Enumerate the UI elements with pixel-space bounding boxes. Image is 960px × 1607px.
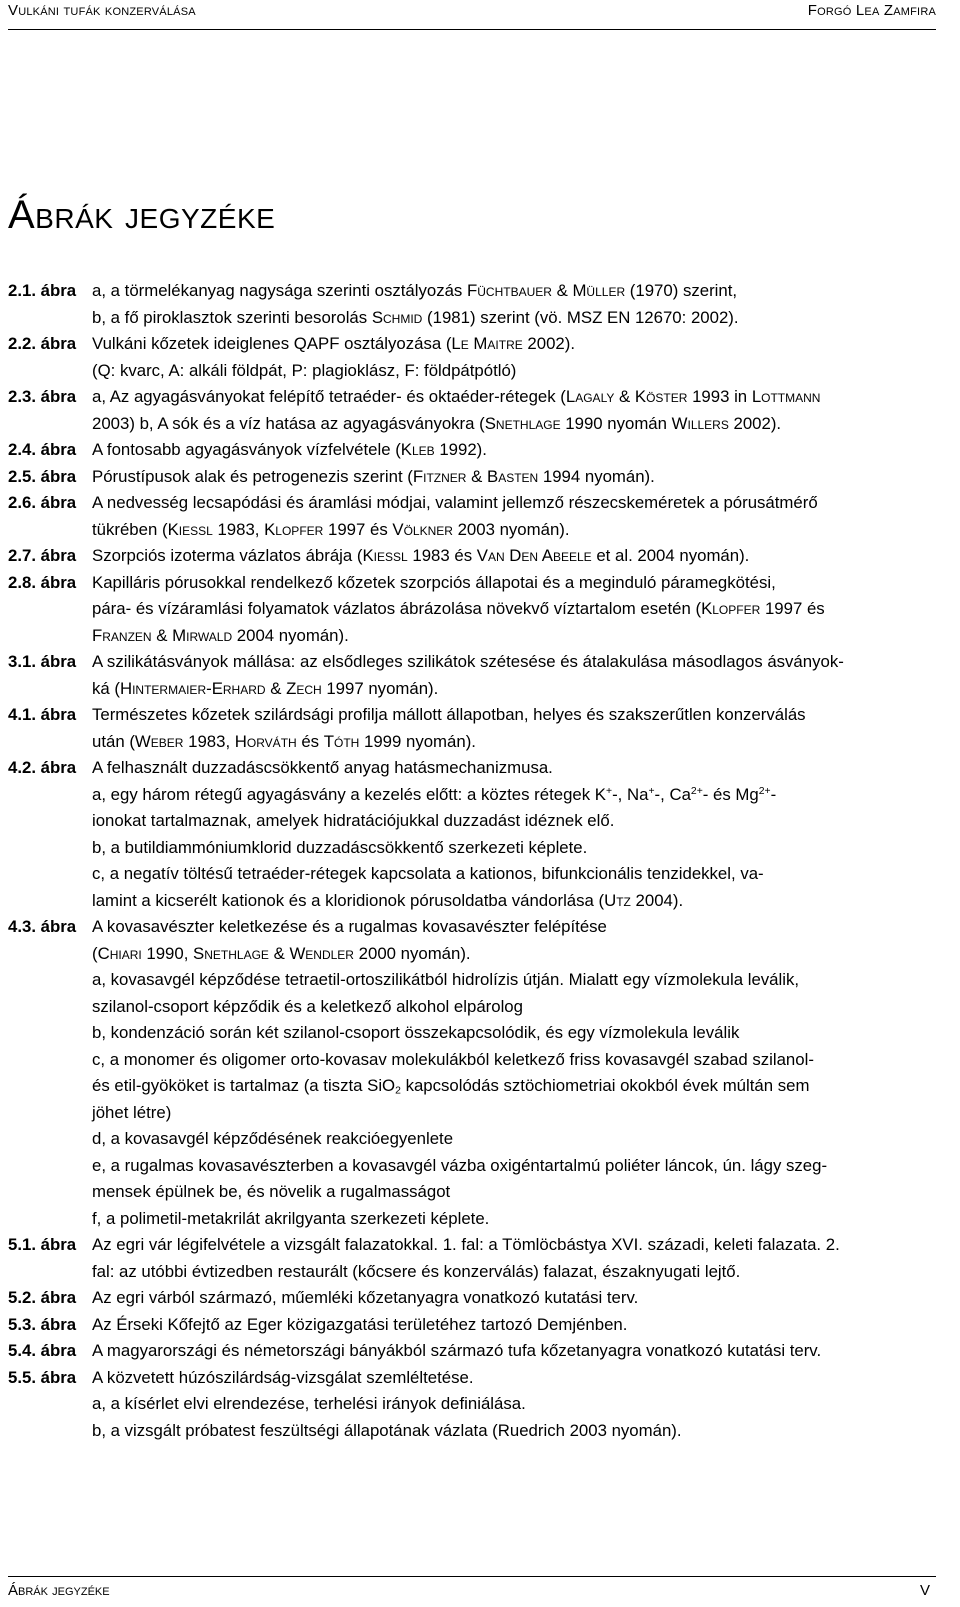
caption-line: c, a monomer és oligomer orto-kovasav molekulákból keletkező friss kovasavgél szabad szilanol- (92, 1049, 814, 1069)
figure-number: 2.7. ábra (8, 546, 77, 565)
author-name: Van Den Abeele (476, 546, 592, 565)
author-name: Hintermaier-Erhard (119, 678, 266, 698)
caption-line: ká (Hintermaier-Erhard & Zech 1997 nyomán). (92, 678, 439, 698)
caption-line: b, a butildiammóniumklorid duzzadáscsökkentő szerkezeti képlete. (92, 837, 588, 857)
author-name: Horváth (234, 731, 297, 751)
figure-number: 5.4. ábra (8, 1341, 77, 1360)
author-name: Kleb (400, 440, 435, 459)
author-name: Franzen (92, 625, 152, 645)
figure-entry (8, 543, 936, 570)
author-name: Wendler (289, 943, 354, 963)
figure-entry (8, 649, 936, 702)
author-name: Mirwald (172, 625, 233, 645)
caption-line: Kapilláris pórusokkal rendelkező kőzetek szorpciós állapotai és a meginduló páramegkötési, (92, 572, 776, 592)
figure-entry (8, 1285, 936, 1312)
figure-entry (8, 464, 936, 491)
author-name: Chiari (97, 943, 142, 963)
author-name: Kießl (362, 546, 408, 565)
caption-line: d, a kovasavgél képződésének reakcióegyenlete (92, 1129, 454, 1148)
author-name: Müller (572, 281, 626, 300)
figure-caption (92, 914, 936, 1232)
figure-caption (92, 437, 936, 464)
header-rule (8, 29, 936, 30)
caption-line: fal: az utóbbi évtizedben restaurált (kőcsere és konzerválás) falazat, északnyugati lejtő. (92, 1261, 741, 1281)
page-number: V (919, 1582, 930, 1599)
figure-entry (8, 384, 936, 437)
caption-line: 2003) b, A sók és a víz hatása az agyagásványokra (Snethlage 1990 nyomán Willers 2002). (92, 413, 782, 433)
caption-line: Az egri vár légifelvétele a vizsgált falazatokkal. 1. fal: a Tömlöcbástya XVI. századi, keleti falazata. 2. (92, 1235, 840, 1254)
figure-number: 2.5. ábra (8, 466, 77, 486)
caption-line: A közvetett húzószilárdság-vizsgálat szemléltetése. (92, 1367, 474, 1387)
figure-caption (92, 649, 936, 702)
author-name: Köster (634, 387, 688, 406)
figure-number: 5.1. ábra (8, 1235, 77, 1254)
author-name: Kießl (167, 519, 213, 539)
caption-line: A magyarországi és németországi bányákból származó tufa kőzetanyagra vonatkozó kutatási terv. (92, 1341, 822, 1360)
author-name: Snethlage (193, 943, 269, 963)
figure-number: 2.3. ábra (8, 387, 77, 406)
caption-line: Vulkáni kőzetek ideiglenes QAPF osztályozása (Le Maitre 2002). (92, 334, 575, 353)
figure-caption (92, 1232, 936, 1285)
figure-number: 3.1. ábra (8, 652, 77, 671)
caption-line: Szorpciós izoterma vázlatos ábrája (Kießl 1983 és Van Den Abeele et al. 2004 nyomán). (92, 546, 750, 565)
footer-left-title: Ábrák jegyzéke (8, 1582, 110, 1599)
author-name: Fitzner (412, 466, 467, 486)
caption-line: b, a fő piroklasztok szerinti besorolás Schmid (1981) szerint (vö. MSZ EN 12670: 2002). (92, 307, 739, 327)
caption-line: A fontosabb agyagásványok vízfelvétele (Kleb 1992). (92, 440, 487, 459)
author-name: Völkner (392, 519, 453, 539)
author-name: Zech (286, 678, 322, 698)
caption-line: Franzen & Mirwald 2004 nyomán). (92, 625, 349, 645)
figure-entry (8, 331, 936, 384)
figure-number: 5.2. ábra (8, 1288, 77, 1307)
header-right-author: Forgó Lea Zamfira (807, 2, 936, 19)
figure-number: 2.1. ábra (8, 281, 77, 300)
page-title: Ábrák jegyzéke (8, 192, 276, 237)
caption-line: a, kovasavgél képződése tetraetil-ortoszilikátból hidrolízis útján. Mialatt egy vízmolekula leválik, (92, 970, 800, 989)
figure-entry (8, 702, 936, 755)
caption-line: A kovasavészter keletkezése és a rugalmas kovasavészter felépítése (92, 917, 607, 936)
caption-line: b, kondenzáció során két szilanol-csoport összekapcsolódik, és egy vízmolekula leválik (92, 1023, 740, 1042)
header-left-title: Vulkáni tufák konzerválása (8, 2, 196, 19)
figure-entry (8, 437, 936, 464)
footer-rule (8, 1576, 936, 1577)
caption-line: jöhet létre) (92, 1102, 172, 1122)
caption-line: után (Weber 1983, Horváth és Tóth 1999 nyomán). (92, 731, 476, 751)
caption-line: Az Érseki Kőfejtő az Eger közigazgatási területéhez tartozó Demjénben. (92, 1314, 628, 1334)
figure-entry (8, 278, 936, 331)
author-name: Le Maitre (451, 334, 523, 353)
author-name: Füchtbauer (466, 281, 552, 300)
caption-line: és etil-gyököket is tartalmaz (a tiszta SiO$_2$ kapcsolódás sztöchiometriai okokból évek múltán sem (92, 1076, 810, 1097)
author-name: Schmid (371, 307, 423, 327)
figure-caption (92, 1365, 936, 1445)
caption-line: tükrében (Kießl 1983, Klopfer 1997 és Völkner 2003 nyomán). (92, 519, 570, 539)
figure-number: 5.3. ábra (8, 1314, 77, 1334)
figure-caption (92, 702, 936, 755)
author-name: Willers (671, 413, 729, 433)
caption-line: A felhasznált duzzadáscsökkentő anyag hatásmechanizmusa. (92, 758, 553, 777)
author-name: Klopfer (701, 599, 761, 618)
figure-number: 2.2. ábra (8, 334, 77, 353)
figure-number: 4.1. ábra (8, 705, 77, 724)
figure-number: 2.8. ábra (8, 572, 77, 592)
caption-line: ionokat tartalmaznak, amelyek hidratációjukkal duzzadást idéznek elő. (92, 811, 615, 830)
caption-line: b, a vizsgált próbatest feszültségi állapotának vázlata (Ruedrich 2003 nyomán). (92, 1420, 682, 1440)
caption-line: e, a rugalmas kovasavészterben a kovasavgél vázba oxigéntartalmú poliéter láncok, ún. lágy szeg- (92, 1155, 828, 1175)
caption-line: Az egri várból származó, műemléki kőzetanyagra vonatkozó kutatási terv. (92, 1288, 639, 1307)
figure-number: 5.5. ábra (8, 1367, 77, 1387)
figure-entry (8, 1312, 936, 1339)
superscript: 2+ (758, 785, 771, 797)
caption-line: szilanol-csoport képződik és a keletkező alkohol elpárolog (92, 996, 523, 1016)
caption-line: a, egy három rétegű agyagásvány a kezelés előtt: a köztes rétegek K+-, Na+-, $Ca^{2+}-$ és $Mg^{2+}-$ (92, 784, 777, 804)
caption-line: (Q: kvarc, A: alkáli földpát, P: plagioklász, F: földpátpótló) (92, 360, 517, 380)
author-name: Lagaly (565, 387, 615, 406)
figure-number: 4.2. ábra (8, 758, 77, 777)
figure-caption (92, 464, 936, 491)
caption-line: (Chiari 1990, Snethlage & Wendler 2000 nyomán). (92, 943, 471, 963)
caption-line: mensek épülnek be, és növelik a rugalmasságot (92, 1182, 451, 1201)
figure-entry (8, 1365, 936, 1445)
caption-line: pára- és vízáramlási folyamatok vázlatos ábrázolása növekvő víztartalom esetén (Klopfer 1997 és (92, 599, 825, 618)
figure-caption (92, 1338, 936, 1365)
author-name: Utz (604, 890, 631, 910)
running-header (8, 2, 936, 28)
figure-entry (8, 755, 936, 914)
author-name: Basten (487, 466, 539, 486)
figure-caption (92, 570, 936, 650)
figure-list (8, 278, 936, 1444)
caption-line: c, a negatív töltésű tetraéder-rétegek kapcsolata a kationos, bifunkcionális tenzidekkel, va- (92, 864, 764, 883)
figure-number: 2.6. ábra (8, 493, 77, 512)
figure-caption (92, 755, 936, 914)
superscript: 2+ (690, 785, 703, 797)
figure-caption (92, 331, 936, 384)
figure-caption (92, 278, 936, 331)
figure-caption (92, 490, 936, 543)
figure-entry (8, 914, 936, 1232)
caption-line: a, a kísérlet elvi elrendezése, terhelési irányok definiálása. (92, 1394, 526, 1413)
author-name: Klopfer (264, 519, 324, 539)
caption-line: a, a törmelékanyag nagysága szerinti osztályozás Füchtbauer & Müller (1970) szerint, (92, 281, 738, 300)
figure-caption (92, 543, 936, 570)
caption-line: f, a polimetil-metakrilát akrilgyanta szerkezeti képlete. (92, 1208, 490, 1228)
figure-entry (8, 1338, 936, 1365)
author-name: Tóth (323, 731, 360, 751)
caption-line: Természetes kőzetek szilárdsági profilja mállott állapotban, helyes és szakszerűtlen konzerválás (92, 705, 806, 724)
caption-line: lamint a kicserélt kationok és a kloridionok pórusoldatba vándorlása (Utz 2004). (92, 890, 684, 910)
figure-number: 4.3. ábra (8, 917, 77, 936)
figure-entry (8, 570, 936, 650)
figure-entry (8, 490, 936, 543)
subscript: 2 (395, 1085, 401, 1097)
caption-line: Pórustípusok alak és petrogenezis szerint (Fitzner & Basten 1994 nyomán). (92, 466, 655, 486)
superscript: + (648, 785, 655, 797)
caption-line: A nedvesség lecsapódási és áramlási módjai, valamint jellemző részecskeméretek a pórusátmérő (92, 493, 818, 512)
author-name: Weber (134, 731, 184, 751)
author-name: Snethlage (484, 413, 561, 433)
figure-caption (92, 1312, 936, 1339)
running-footer (8, 1582, 930, 1599)
figure-caption (92, 384, 936, 437)
figure-number: 2.4. ábra (8, 440, 77, 459)
caption-line: A szilikátásványok mállása: az elsődleges szilikátok szétesése és átalakulása másodlagos ásványok- (92, 652, 844, 671)
author-name: Lottmann (751, 387, 821, 406)
superscript: + (606, 785, 613, 797)
figure-caption (92, 1285, 936, 1312)
figure-entry (8, 1232, 936, 1285)
caption-line: a, Az agyagásványokat felépítő tetraéder- és oktaéder-rétegek (Lagaly & Köster 1993 in Lottmann (92, 387, 821, 406)
